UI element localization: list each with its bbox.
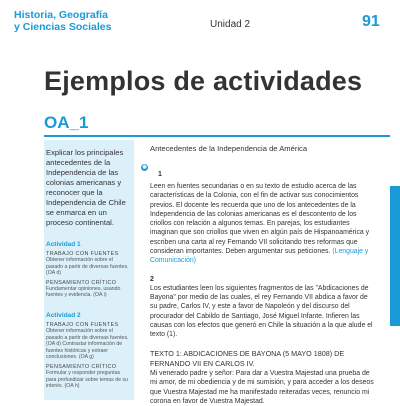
header-subject-line2: y Ciencias Sociales <box>14 21 112 33</box>
activity-number: 1 <box>158 171 162 178</box>
activity-title: Actividad 2 <box>46 311 81 319</box>
activity-number: 2 <box>150 275 154 283</box>
header-unit: Unidad 2 <box>210 19 251 30</box>
activity-item-1 <box>142 163 374 266</box>
page-number: 91 <box>362 13 380 30</box>
skill-text: Formular y responder preguntas para profundizar sobre temas de su interés. (OA h) <box>46 369 128 390</box>
skill-text: Fundamentar opiniones, usando fuentes y evidencia. (OA i) <box>46 285 121 299</box>
main-content <box>142 140 374 406</box>
subject-link-icon: ◉ <box>142 164 147 170</box>
page-title: Ejemplos de actividades <box>44 66 363 96</box>
activity-text <box>150 182 374 266</box>
page-edge-tab <box>390 186 400 326</box>
activity-title: Actividad 1 <box>46 241 81 248</box>
subject-link: (Lenguaje y Comunicación) <box>150 248 369 265</box>
oa-label: OA_1 <box>44 113 89 132</box>
skill-heading: PENSAMIENTO CRÍTICO <box>46 363 117 370</box>
sidebar-panel <box>44 140 134 400</box>
activity-body: Leen en fuentes secundarias o en su texto de estudio acerca de las características de la Colonia, con el fin de activar sus conocimientos previos. El docente les recuerda que uno de los antecedentes de la Independencia de las colonias americanas es el descontento de los criollos con relación a algunos temas. En parejas, los estudiantes imaginan que son criollos que viven en algún país de Hispanoamérica y escriben una carta al rey Fernando VII solicitando tres reformas que consideran importantes. Deben argumentar sus peticiones. <box>150 183 370 256</box>
header-subject <box>14 9 111 33</box>
oa-divider <box>44 135 390 137</box>
skill-text: Obtener información sobre el pasado a partir de diversas fuentes. (OA d) Contrastar información de fuentes históricas y extraer conclusiones. (OA g) <box>46 327 129 361</box>
skill-heading: PENSAMIENTO CRÍTICO <box>46 279 117 286</box>
activity-text: Los estudiantes leen los siguientes fragmentos de las "Abdicaciones de Bayona" por medio de las cuales, el rey Fernando VII abdica a favor de su padre, Carlos IV, y este a favor de Napoleón y del discurso del procurador del Cabildo de Santiago, José Miguel Infante. Infieren las causas con los efectos que generó en Chile la situación a la que alude el texto (1). <box>150 284 373 339</box>
objective-description: Explicar los principales antecedentes de la Independencia de las colonias americanas y reconocer que la Independencia de Chile se enmarca en un proceso continental. <box>46 148 126 227</box>
source-text-title: TEXTO 1: ABDICACIONES DE BAYONA (5 MAYO 1808) DE FERNANDO VII EN CARLOS IV. <box>150 349 345 368</box>
header-subject-line1: Historia, Geografía <box>14 9 108 21</box>
skill-heading: TRABAJO CON FUENTES <box>46 251 119 257</box>
skill-text: Obtener información sobre el pasado a partir de diversas fuentes. (OA d) <box>46 257 129 277</box>
source-text-excerpt: Mi venerado padre y señor: Para dar a Vuestra Majestad una prueba de mi amor, de mi obediencia y de mi sumisión, y para acceder a los deseos que Vuestra Majestad me ha manifestado reiteradas veces, renuncio mi corona en favor de Vuestra Majestad. <box>150 370 374 405</box>
skill-heading: TRABAJO CON FUENTES <box>46 321 119 328</box>
section-title: Antecedentes de la Independencia de América <box>150 144 308 153</box>
